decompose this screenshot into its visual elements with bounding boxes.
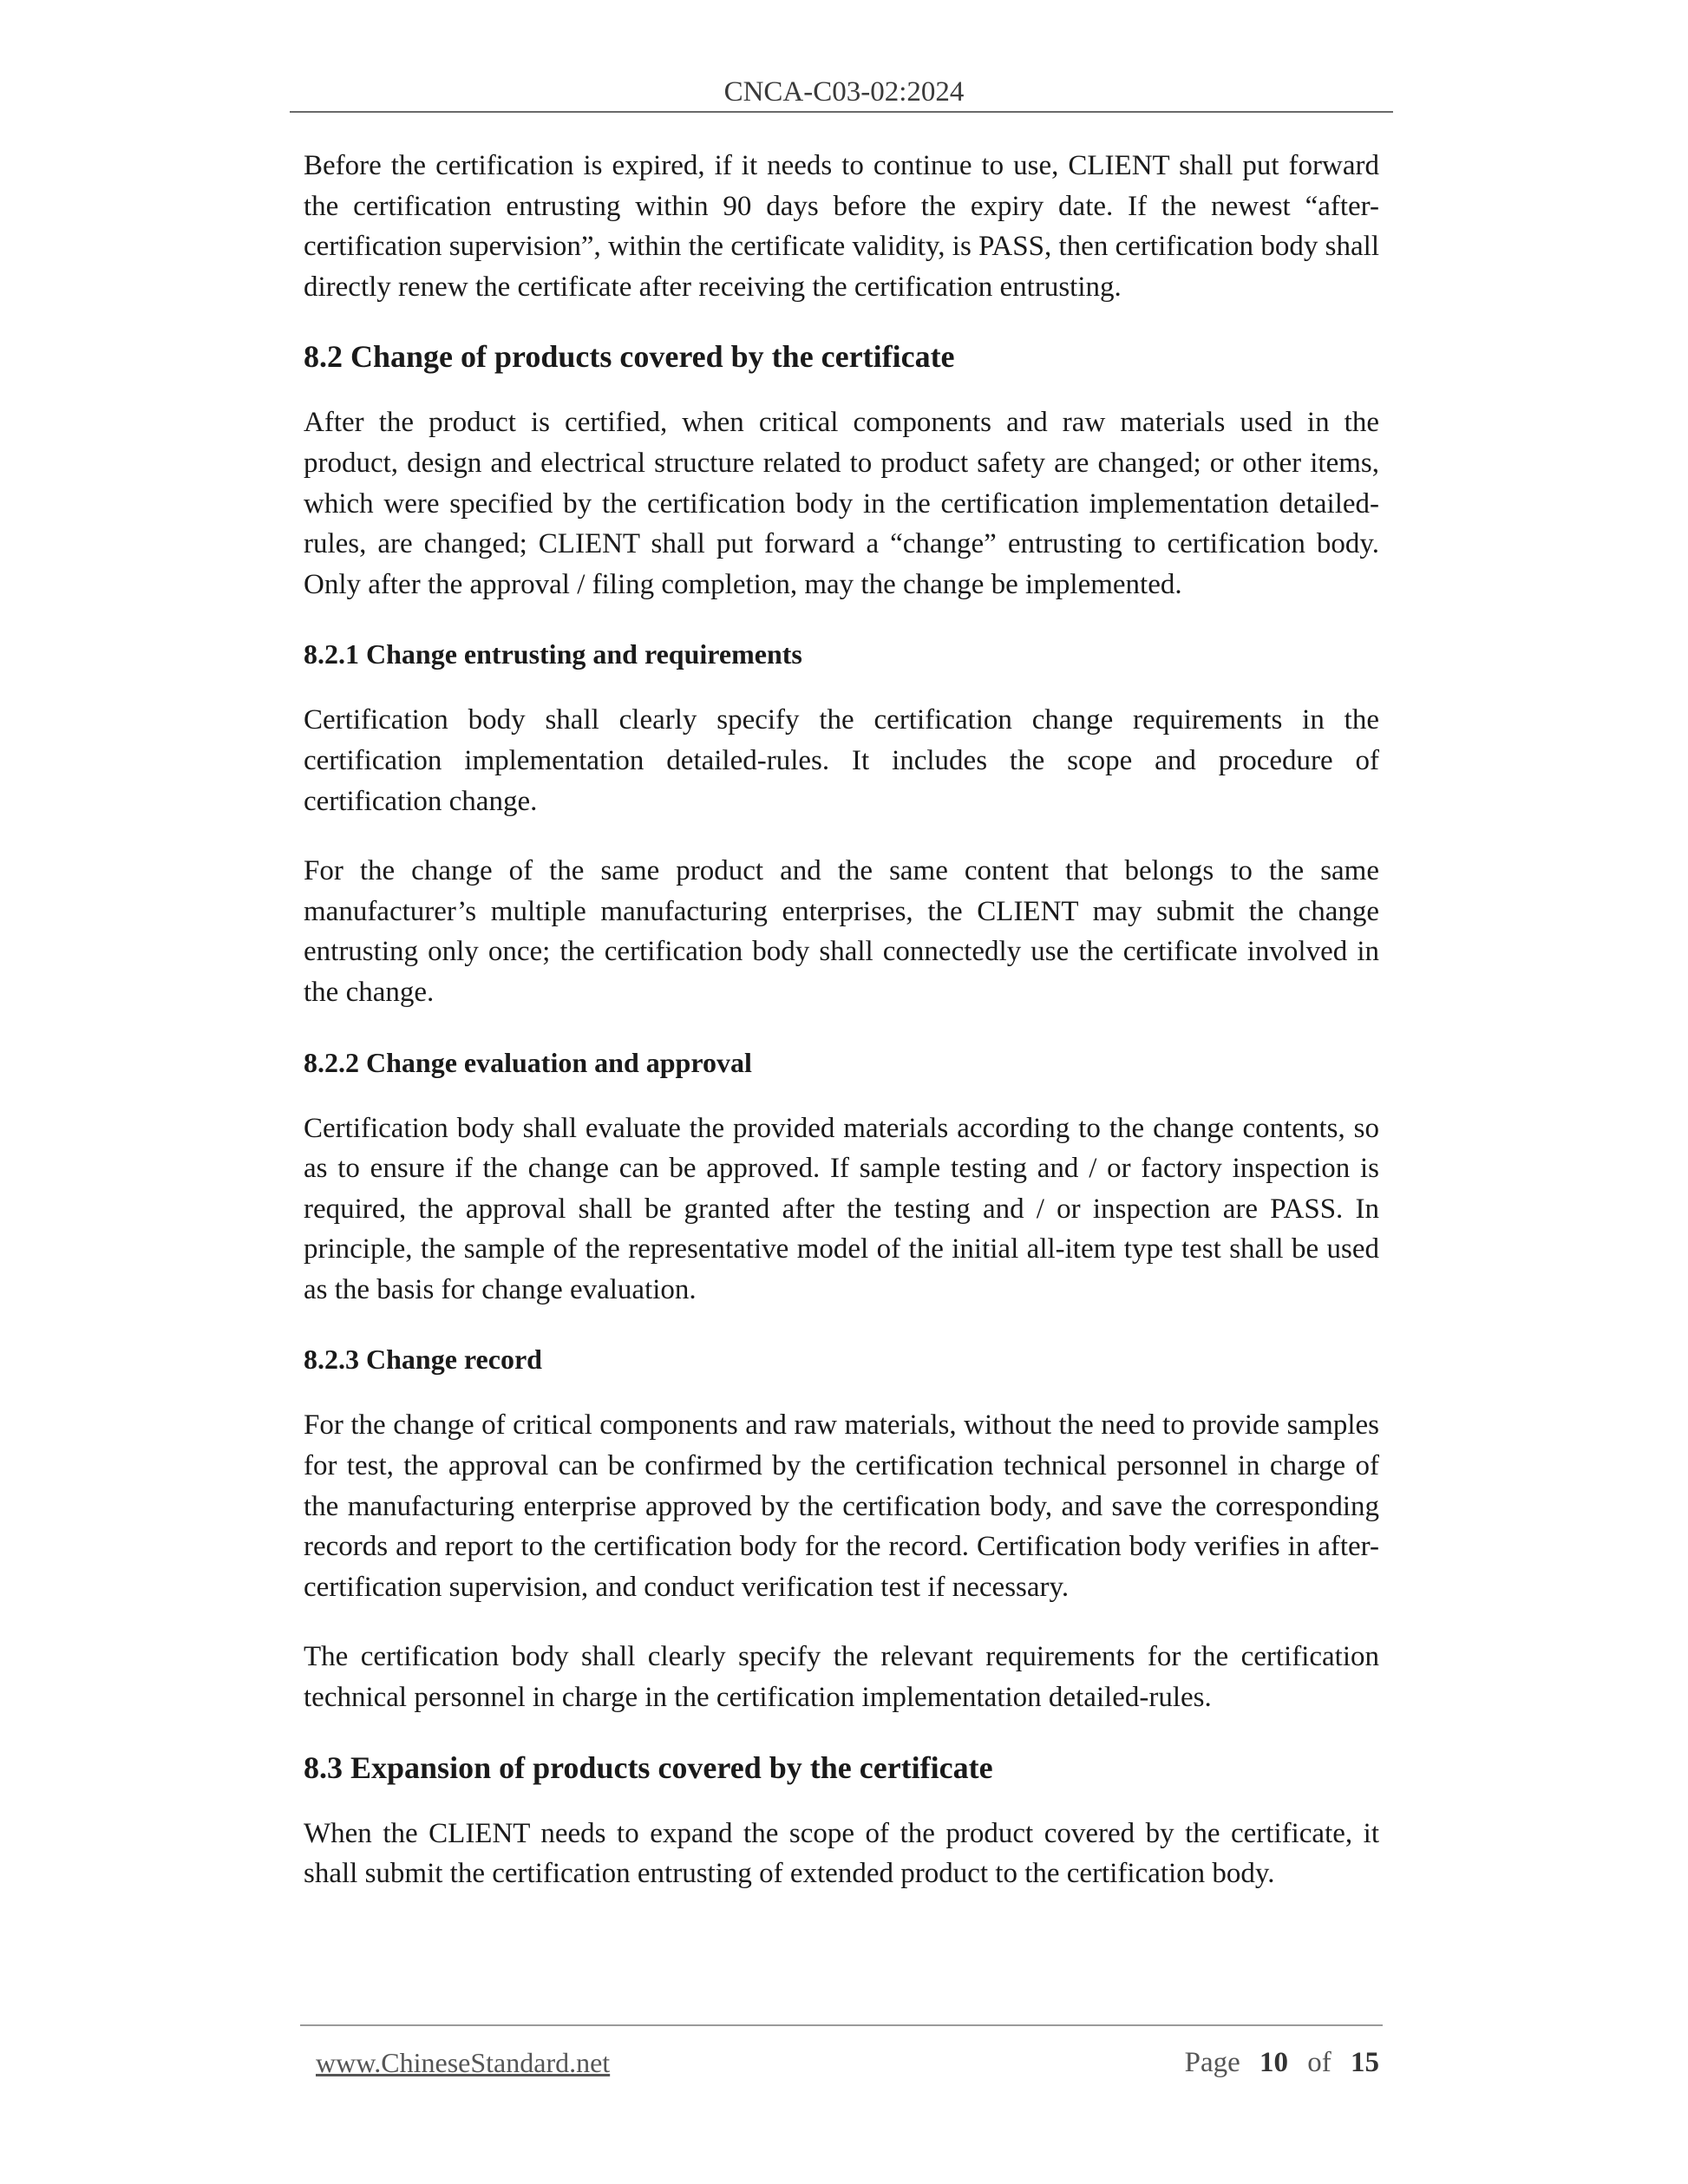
paragraph-expansion: When the CLIENT needs to expand the scope of the product covered by the certificate, it shall submit the certification entrusting of extended product to the certification body.	[304, 1817, 1379, 1890]
website-link[interactable]: www.ChineseStandard.net	[316, 2047, 611, 2078]
current-page: 10	[1259, 2047, 1288, 2078]
document-code-header: CNCA-C03-02:2024	[723, 76, 965, 108]
page-number	[1173, 2045, 1379, 2080]
paragraph-change-products: After the product is certified, when critical components and raw materials used in the product, design and electrical structure related to product safety are changed; or other items, which were specified by the certification body in the certification implementation detailed-rules, are changed; CLIENT shall put forward a “change” entrusting to certification body. Only after the approval / filing completion, may the change be implemented.	[304, 407, 1379, 600]
footer-divider	[300, 2024, 1383, 2026]
section-heading-8-2: 8.2 Change of products covered by the certificate	[304, 339, 955, 375]
section-heading-8-3: 8.3 Expansion of products covered by the certificate	[304, 1749, 993, 1785]
paragraph-change-requirements: Certification body shall clearly specify the certification change requirements in the certification implementation detailed-rules. It includes the scope and procedure of certification change.	[304, 704, 1379, 817]
subsection-heading-8-2-2: 8.2.2 Change evaluation and approval	[304, 1046, 752, 1078]
subsection-heading-8-2-3: 8.2.3 Change record	[304, 1344, 542, 1376]
paragraph-technical-personnel: The certification body shall clearly specify the relevant requirements for the certification technical personnel in charge in the certification implementation detailed-rules.	[304, 1641, 1379, 1714]
header-divider	[290, 111, 1393, 113]
paragraph-change-record: For the change of critical components and raw materials, without the need to provide samples for test, the approval can be confirmed by the certification technical personnel in charge of the manufacturing enterprise approved by the certification body, and save the corresponding records and report to the certification body for the record. Certification body verifies in after-certification supervision, and conduct verification test if necessary.	[304, 1409, 1379, 1603]
subsection-heading-8-2-1: 8.2.1 Change entrusting and requirements	[304, 638, 802, 670]
total-pages: 15	[1351, 2047, 1379, 2078]
paragraph-same-product-change: For the change of the same product and the same content that belongs to the same manufacturer’s multiple manufacturing enterprises, the CLIENT may submit the change entrusting only once; the certification body shall connectedly use the certificate involved in the change.	[304, 855, 1379, 1008]
of-label: of	[1307, 2047, 1331, 2078]
document-body	[304, 146, 1379, 1924]
page-label: Page	[1184, 2047, 1240, 2078]
paragraph-renewal: Before the certification is expired, if it needs to continue to use, CLIENT shall put forward the certification entrusting within 90 days before the expiry date. If the newest “after-certification supervision”, within the certificate validity, is PASS, then certification body shall directly renew the certificate after receiving the certification entrusting.	[304, 150, 1379, 303]
paragraph-change-evaluation: Certification body shall evaluate the provided materials according to the change contents, so as to ensure if the change can be approved. If sample testing and / or factory inspection is required, the approval shall be granted after the testing and / or inspection are PASS. In principle, the sample of the representative model of the initial all-item type test shall be used as the basis for change evaluation.	[304, 1112, 1379, 1305]
